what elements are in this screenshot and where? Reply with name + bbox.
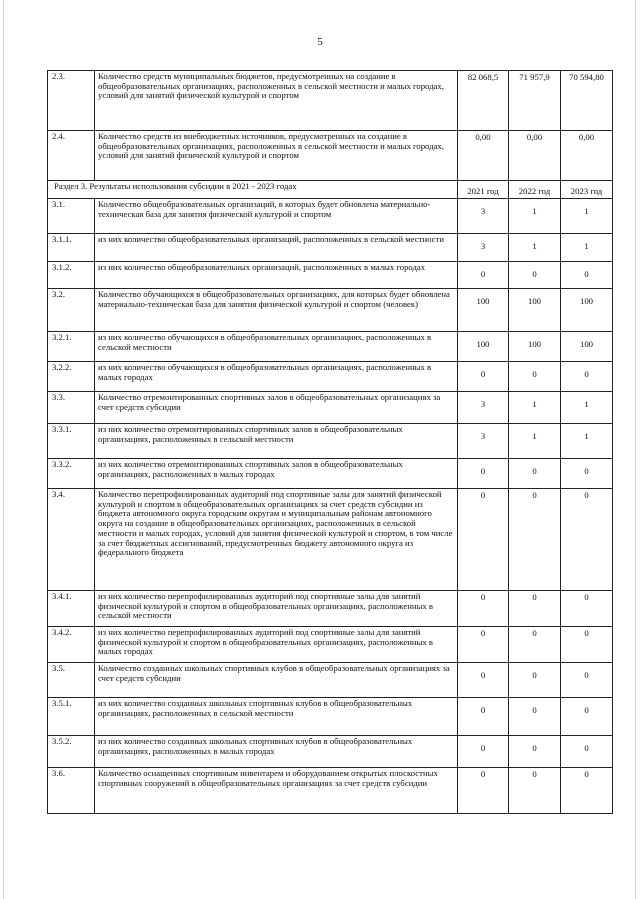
value-2023: 1 [561,392,613,424]
value-2023: 1 [561,199,613,234]
value-2021: 0 [458,768,509,814]
row-text: из них количество общеобразовательных организаций, расположенных в сельской местности [95,234,458,262]
value-2023: 100 [561,332,613,362]
table-row [48,131,613,181]
value-2021: 3 [458,424,509,459]
value-2021: 3 [458,234,509,262]
row-code: 3.2.1. [48,332,95,362]
row-text: из них количество обучающихся в общеобразовательных организациях, расположенных в малых городах [95,362,458,392]
value-2022: 71 957,9 [509,71,561,131]
value-2021: 0 [458,459,509,489]
value-2022: 100 [509,289,561,332]
table-row [48,392,613,424]
table-row [48,627,613,663]
value-2022: 0 [509,262,561,289]
value-2023: 0,00 [561,131,613,181]
row-code: 3.4.2. [48,627,95,663]
value-2023: 0 [561,459,613,489]
row-text: из них количество перепрофилированных аудиторий под спортивные залы для занятий физической культурой и спортом в общеобразовательных организациях, расположенных в сельской местности [95,591,458,627]
value-2023: 0 [561,736,613,768]
row-text: из них количество перепрофилированных аудиторий под спортивные залы для занятий физической культурой и спортом в общеобразовательных организациях, расположенных в малых городах [95,627,458,663]
value-2022: 1 [509,199,561,234]
row-code: 3.2. [48,289,95,332]
row-code: 3.6. [48,768,95,814]
row-text: Количество средств муниципальных бюджетов, предусмотренных на создание в общеобразовательных организациях, расположенных в сельской местности и малых городах, условий для занятий физической культурой и спортом [95,71,458,131]
value-2022: 0 [509,591,561,627]
value-2021: 100 [458,289,509,332]
row-code: 3.1.2. [48,262,95,289]
value-2021: 0,00 [458,131,509,181]
section-header-row [48,181,613,199]
value-2021: 0 [458,663,509,698]
value-2023: 1 [561,234,613,262]
scan-edge-right [635,0,636,899]
row-code: 3.5. [48,663,95,698]
table-row [48,663,613,698]
row-code: 3.4.1. [48,591,95,627]
table-row [48,362,613,392]
row-code: 3.4. [48,489,95,591]
value-2021: 3 [458,199,509,234]
table-row [48,262,613,289]
value-2023: 0 [561,627,613,663]
value-2021: 3 [458,392,509,424]
value-2021: 0 [458,262,509,289]
value-2023: 0 [561,262,613,289]
table-row [48,489,613,591]
row-code: 3.2.2. [48,362,95,392]
value-2022: 1 [509,392,561,424]
value-2021: 0 [458,591,509,627]
value-2021: 82 068,5 [458,71,509,131]
value-2022: 0 [509,663,561,698]
value-2022: 0 [509,736,561,768]
row-text: Количество оснащенных спортивным инвентарем и оборудованием открытых плоскостных спортивных сооружений в общеобразовательных организациях за счет средств субсидии [95,768,458,814]
value-2023: 0 [561,698,613,736]
table-row [48,71,613,131]
value-2022: 0 [509,698,561,736]
table-row [48,698,613,736]
row-text: Количество обучающихся в общеобразовательных организациях, для которых будет обновлена материально-техническая база для занятия физической культурой и спортом (человек) [95,289,458,332]
table-row [48,591,613,627]
row-text: из них количество обучающихся в общеобразовательных организациях, расположенных в сельской местности [95,332,458,362]
value-2022: 0,00 [509,131,561,181]
value-2022: 0 [509,362,561,392]
year-2022-header: 2022 год [509,181,561,199]
value-2023: 0 [561,768,613,814]
value-2021: 0 [458,362,509,392]
scan-edge-left [3,0,4,899]
row-code: 2.3. [48,71,95,131]
year-2021-header: 2021 год [458,181,509,199]
row-text: Количество созданных школьных спортивных клубов в общеобразовательных организациях за счет средств субсидии [95,663,458,698]
value-2022: 0 [509,489,561,591]
value-2022: 1 [509,234,561,262]
row-text: Количество общеобразовательных организаций, в которых будет обновлена материально-техническая база для занятия физической культурой и спортом [95,199,458,234]
value-2023: 0 [561,489,613,591]
table-row [48,289,613,332]
row-text: Количество перепрофилированных аудиторий под спортивные залы для занятий физической культурой и спортом в общеобразовательных организациях за счет средств субсидии из бюджета автономного округа городским округам и муниципальным районам автономного округа на создание в общеобразовательных организациях, расположенных в сельской местности и малых городах, условий для занятия физической культурой и спортом, в том числе за счет бюджетных ассигнований, предусмотренных бюджету автономного округа из федерального бюджета [95,489,458,591]
row-code: 3.3.1. [48,424,95,459]
year-2023-header: 2023 год [561,181,613,199]
value-2022: 0 [509,459,561,489]
row-text: из них количество созданных школьных спортивных клубов в общеобразовательных организациях, расположенных в сельской местности [95,698,458,736]
row-code: 2.4. [48,131,95,181]
value-2022: 1 [509,424,561,459]
table-row [48,459,613,489]
table-row [48,736,613,768]
value-2021: 100 [458,332,509,362]
table-row [48,234,613,262]
row-code: 3.1.1. [48,234,95,262]
value-2022: 100 [509,332,561,362]
row-code: 3.1. [48,199,95,234]
value-2021: 0 [458,736,509,768]
page-number: 5 [317,36,323,48]
row-text: из них количество созданных школьных спортивных клубов в общеобразовательных организациях, расположенных в малых городах [95,736,458,768]
value-2021: 0 [458,627,509,663]
value-2023: 0 [561,663,613,698]
row-code: 3.3.2. [48,459,95,489]
value-2021: 0 [458,489,509,591]
row-text: из них количество отремонтированных спортивных залов в общеобразовательных организациях, расположенных в сельской местности [95,424,458,459]
row-text: из них количество общеобразовательных организаций, расположенных в малых городах [95,262,458,289]
value-2023: 100 [561,289,613,332]
value-2023: 1 [561,424,613,459]
value-2023: 0 [561,591,613,627]
row-code: 3.5.2. [48,736,95,768]
value-2022: 0 [509,627,561,663]
section-title: Раздел 3. Результаты использования субсидии в 2021 - 2023 годах [48,181,458,199]
table-row [48,332,613,362]
value-2022: 0 [509,768,561,814]
value-2021: 0 [458,698,509,736]
indicators-table [47,70,613,814]
row-text: из них количество отремонтированных спортивных залов в общеобразовательных организациях, расположенных в малых городах [95,459,458,489]
table-row [48,768,613,814]
row-text: Количество отремонтированных спортивных залов в общеобразовательных организациях за счет средств субсидии [95,392,458,424]
row-code: 3.3. [48,392,95,424]
row-text: Количество средств из внебюджетных источников, предусмотренных на создание в общеобразовательных организациях, расположенных в сельской местности и малых городах, условий для занятий физической культурой и спортом [95,131,458,181]
table-row [48,424,613,459]
row-code: 3.5.1. [48,698,95,736]
value-2023: 0 [561,362,613,392]
table-row [48,199,613,234]
value-2023: 70 594,80 [561,71,613,131]
